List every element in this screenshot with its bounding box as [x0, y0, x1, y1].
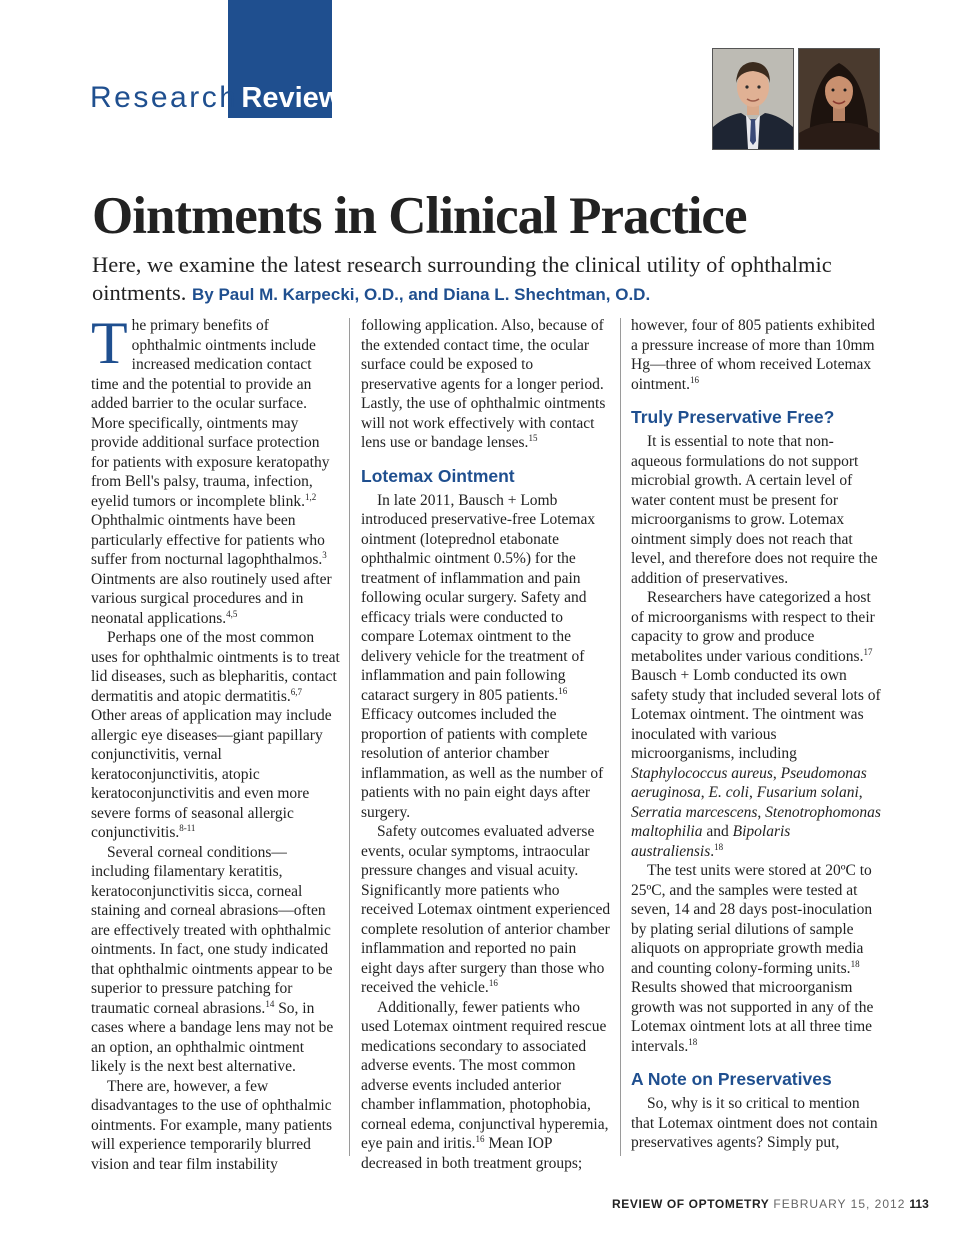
reference: 16 [475, 1133, 485, 1144]
reference: 3 [322, 549, 327, 560]
paragraph-text: There are, however, a few disadvantages to the use of ophthalmic ointments. For example, many patients will experience temporarily blurred vision and tear film instability [91, 1077, 333, 1173]
article-deck [92, 251, 882, 309]
species-name: Pseudomonas aeruginosa [631, 764, 867, 801]
species-name: E. coli [708, 784, 749, 801]
paragraph-text: Perhaps one of the most common uses for ophthalmic ointments is to treat lid diseases, such as blepharitis, contact dermatitis and atopic dermatitis. [91, 629, 340, 705]
paragraph [631, 861, 881, 1056]
paragraph-text: So, why is it so critical to mention that Lotemax ointment does not contain preservatives agents? Simply put, [631, 1095, 878, 1151]
subheading-truly-preservative-free: Truly Preservative Free? [631, 407, 835, 427]
reference: 18 [688, 1036, 698, 1047]
paragraph-text: Results showed that microorganism growth was not supported in any of the Lotemax ointment lots at all three time intervals. [631, 979, 874, 1055]
paragraph-text: he primary benefits of ophthalmic ointments include increased medication contact time and the potential to provide an added barrier to the ocular surface. More specifically, ointments may provide additional surface protection for patients with exposure keratopathy from Bell's palsy, trauma, infection, eyelid tumors or incomplete blink. [91, 317, 330, 510]
article-byline: By Paul M. Karpecki, O.D., and Diana L. Shechtman, O.D. [192, 285, 651, 304]
paragraph-text: In late 2011, Bausch + Lomb introduced preservative-free Lotemax ointment (loteprednol etabonate ophthalmic ointment 0.5%) for the treatment of inflammation and pain following ocular surgery. Safety and efficacy trials were conducted to compare Lotemax ointment to the delivery vehicle for the treatment of inflammation and pain following cataract surgery in 805 patients. [361, 491, 596, 704]
paragraph-text: Other areas of application may include allergic eye diseases—giant papillary conjunctivitis, vernal keratoconjunctivitis, atopic keratoconjunctivitis and even more severe forms of seasonal allergic conjunctivitis. [91, 707, 332, 841]
reference: 4,5 [226, 608, 238, 619]
species-name: Serratia marcescens [631, 803, 758, 821]
deck-text: Here, we examine the latest research surrounding the clinical utility of ophthalmic ointments. [92, 252, 832, 305]
separator: , [700, 784, 709, 801]
reference: 16 [488, 977, 498, 988]
column-divider [620, 318, 621, 1156]
paragraph [631, 316, 881, 394]
paragraph-text: Safety outcomes evaluated adverse events, ocular symptoms, intraocular pressure changes and visual acuity. Significantly more patients who received Lotemax ointment experienced complete resolution of anterior chamber inflammation and reported no pain eight days after surgery than those who received the vehicle. [361, 823, 611, 996]
paragraph-text: It is essential to note that non-aqueous formulations do not support microbial growth. A certain level of water content must be present for microorganisms to grow. Lotemax ointment simply does not reach that level, and therefore does not require the addition of preservatives. [631, 433, 878, 587]
paragraph-text: Additionally, fewer patients who used Lotemax ointment required rescue medications secondary to associated adverse events. The most common adverse events included anterior chamber inflammation, photophobia, corneal edema, conjunctival hyperemia, eye pain and iritis. [361, 998, 609, 1152]
footer-magazine: REVIEW OF OPTOMETRY [612, 1197, 770, 1211]
species-name: Bipolaris australiensis [631, 823, 791, 860]
paragraph-text: Mean IOP decreased in both treatment groups; [361, 1135, 583, 1172]
paragraph-text: following application. Also, because of the extended contact time, the ocular surface could be exposed to preservative agents for a longer period. Lastly, the use of ophthalmic ointments will not work effectively with contact lens use or bandage lenses. [361, 317, 606, 451]
paragraph-text: So, in cases where a bandage lens may not be an option, an ophthalmic ointment likely is the next best alternative. [91, 999, 334, 1075]
reference: 8-11 [179, 822, 196, 833]
separator: , [748, 784, 757, 801]
paragraph [361, 822, 611, 998]
reference: 6,7 [290, 686, 302, 697]
reference: 16 [558, 685, 568, 696]
reference: 15 [528, 432, 538, 443]
species-name: Fusarium solani [756, 784, 859, 801]
paragraph-text: Bausch + Lomb conducted its own safety study that included several lots of Lotemax ointment. The ointment was inoculated with various microorganisms, including [631, 667, 881, 762]
author-photo-shechtman [798, 48, 880, 150]
reference: 14 [265, 998, 275, 1009]
species-name: Stenotrophomonas maltophilia [631, 803, 881, 840]
drop-cap: T [91, 310, 128, 376]
body-column-3 [631, 316, 881, 1153]
paragraph-text: Several corneal conditions—including filamentary keratitis, keratoconjunctivitis sicca, corneal staining and corneal abrasions—often are effectively treated with ophthalmic ointments. In fact, one study indicated that ophthalmic ointments appear to be superior to pressure patching for traumatic corneal abrasions. [91, 843, 333, 1017]
section-label [90, 80, 341, 116]
separator: , [858, 784, 863, 801]
separator: , [757, 803, 766, 821]
paragraph [631, 588, 881, 861]
reference: 17 [863, 646, 873, 657]
reference: 18 [850, 958, 860, 969]
paragraph [91, 628, 341, 843]
paragraph [361, 491, 611, 823]
subheading-lotemax-ointment: Lotemax Ointment [361, 465, 515, 486]
column-divider [349, 318, 350, 1156]
paragraph [631, 1094, 881, 1153]
subheading-note-on-preservatives: A Note on Preservatives [631, 1069, 832, 1089]
page-footer [612, 1197, 929, 1212]
paragraph-text: Researchers have categorized a host of microorganisms with respect to their capacity to grow and produce metabolites under various conditions. [631, 589, 875, 665]
section-label-light: Research [90, 81, 239, 114]
footer-date: FEBRUARY 15, 2012 [773, 1197, 906, 1211]
paragraph [91, 310, 341, 628]
paragraph [91, 1077, 341, 1175]
paragraph-text: Ointments are also routinely used after various surgical procedures and in neonatal applications. [91, 570, 332, 627]
article-title: Ointments in Clinical Practice [92, 187, 747, 245]
separator: . [710, 842, 715, 860]
body-column-2 [361, 316, 611, 1173]
body-column-1 [91, 310, 341, 1174]
paragraph [91, 843, 341, 1077]
paragraph-text: The test units were stored at 20ºC to 25ºC, and the samples were tested at seven, 14 and 28 days post-inoculation by plating serial dilutions of sample aliquots on appropriate growth media and counting colony-forming units. [631, 862, 873, 977]
reference: 1,2 [304, 491, 317, 502]
paragraph-text: however, four of 805 patients exhibited a pressure increase of more than 10mm Hg—three of whom received Lotemax ointment. [631, 317, 875, 393]
paragraph [631, 432, 881, 588]
paragraph [361, 998, 611, 1174]
paragraph-text: Ophthalmic ointments have been particularly effective for patients who suffer from nocturnal lagophthalmos. [91, 512, 325, 568]
paragraph-text: Efficacy outcomes included the proportion of patients with complete resolution of anterior chamber inflammation, as well as the number of patients with no pain eight days after surgery. [361, 706, 604, 821]
author-photo-karpecki [712, 48, 794, 150]
paragraph [361, 316, 611, 453]
species-name: Staphylococcus aureus [631, 764, 773, 782]
section-label-bold: Review [241, 82, 342, 114]
separator: , [772, 764, 781, 782]
reference: 18 [714, 841, 724, 852]
reference: 16 [689, 374, 699, 385]
page-number: 113 [909, 1197, 929, 1211]
separator: and [702, 823, 733, 840]
